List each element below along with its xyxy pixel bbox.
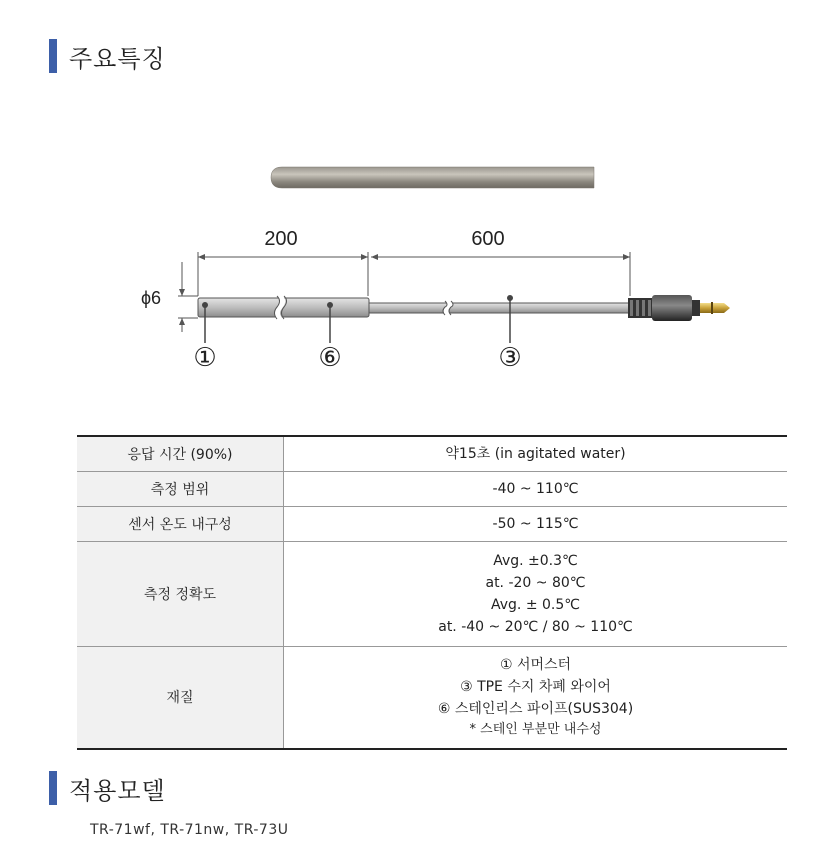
value-line: ① 서머스터 bbox=[499, 657, 572, 674]
section-title-text: 적용모델 bbox=[69, 776, 166, 805]
value-line: at. -20 ~ 80℃ bbox=[485, 574, 586, 591]
row-value bbox=[284, 506, 788, 541]
row-label: 재질 bbox=[77, 646, 284, 749]
row-value bbox=[284, 646, 788, 749]
dimension-label-600: 600 bbox=[471, 228, 505, 250]
callout-cable: ③ bbox=[498, 343, 522, 373]
value-note: * 스테인 부분만 내수성 bbox=[469, 722, 602, 738]
diameter-label: ϕ6 bbox=[140, 288, 162, 308]
connector-plug bbox=[628, 295, 730, 321]
table-row bbox=[77, 541, 787, 646]
tpe-cable bbox=[369, 301, 631, 315]
title-accent-bar bbox=[49, 771, 57, 805]
callout-stainless-pipe: ⑥ bbox=[318, 343, 342, 373]
section-title-features bbox=[49, 39, 166, 73]
spec-table bbox=[77, 435, 787, 750]
table-row bbox=[77, 646, 787, 749]
value-line: Avg. ±0.3℃ bbox=[493, 552, 578, 569]
stainless-pipe bbox=[198, 296, 369, 319]
value-line: 약15초 (in agitated water) bbox=[445, 445, 626, 462]
value-line: -40 ~ 110℃ bbox=[492, 480, 579, 497]
value-line: ⑥ 스테인리스 파이프(SUS304) bbox=[437, 701, 634, 718]
probe-photo bbox=[271, 167, 594, 188]
value-line: Avg. ± 0.5℃ bbox=[491, 596, 580, 613]
row-value bbox=[284, 541, 788, 646]
value-line: at. -40 ~ 20℃ / 80 ~ 110℃ bbox=[438, 618, 633, 635]
row-value bbox=[284, 436, 788, 471]
table-row bbox=[77, 506, 787, 541]
row-label: 측정 정확도 bbox=[77, 541, 284, 646]
callout-thermistor: ① bbox=[193, 343, 217, 373]
section-title-text: 주요특징 bbox=[69, 44, 166, 73]
table-row bbox=[77, 436, 787, 471]
table-row bbox=[77, 471, 787, 506]
model-list: TR-71wf, TR-71nw, TR-73U bbox=[90, 822, 289, 838]
section-title-models bbox=[49, 771, 166, 805]
row-label: 측정 범위 bbox=[77, 471, 284, 506]
sensor-diagram bbox=[0, 150, 839, 390]
row-label: 응답 시간 (90%) bbox=[77, 436, 284, 471]
row-value bbox=[284, 471, 788, 506]
title-accent-bar bbox=[49, 39, 57, 73]
dimension-label-200: 200 bbox=[264, 228, 298, 250]
value-line: -50 ~ 115℃ bbox=[492, 515, 579, 532]
row-label: 센서 온도 내구성 bbox=[77, 506, 284, 541]
value-line: ③ TPE 수지 차폐 와이어 bbox=[460, 679, 611, 696]
dimension-lines bbox=[178, 252, 630, 332]
